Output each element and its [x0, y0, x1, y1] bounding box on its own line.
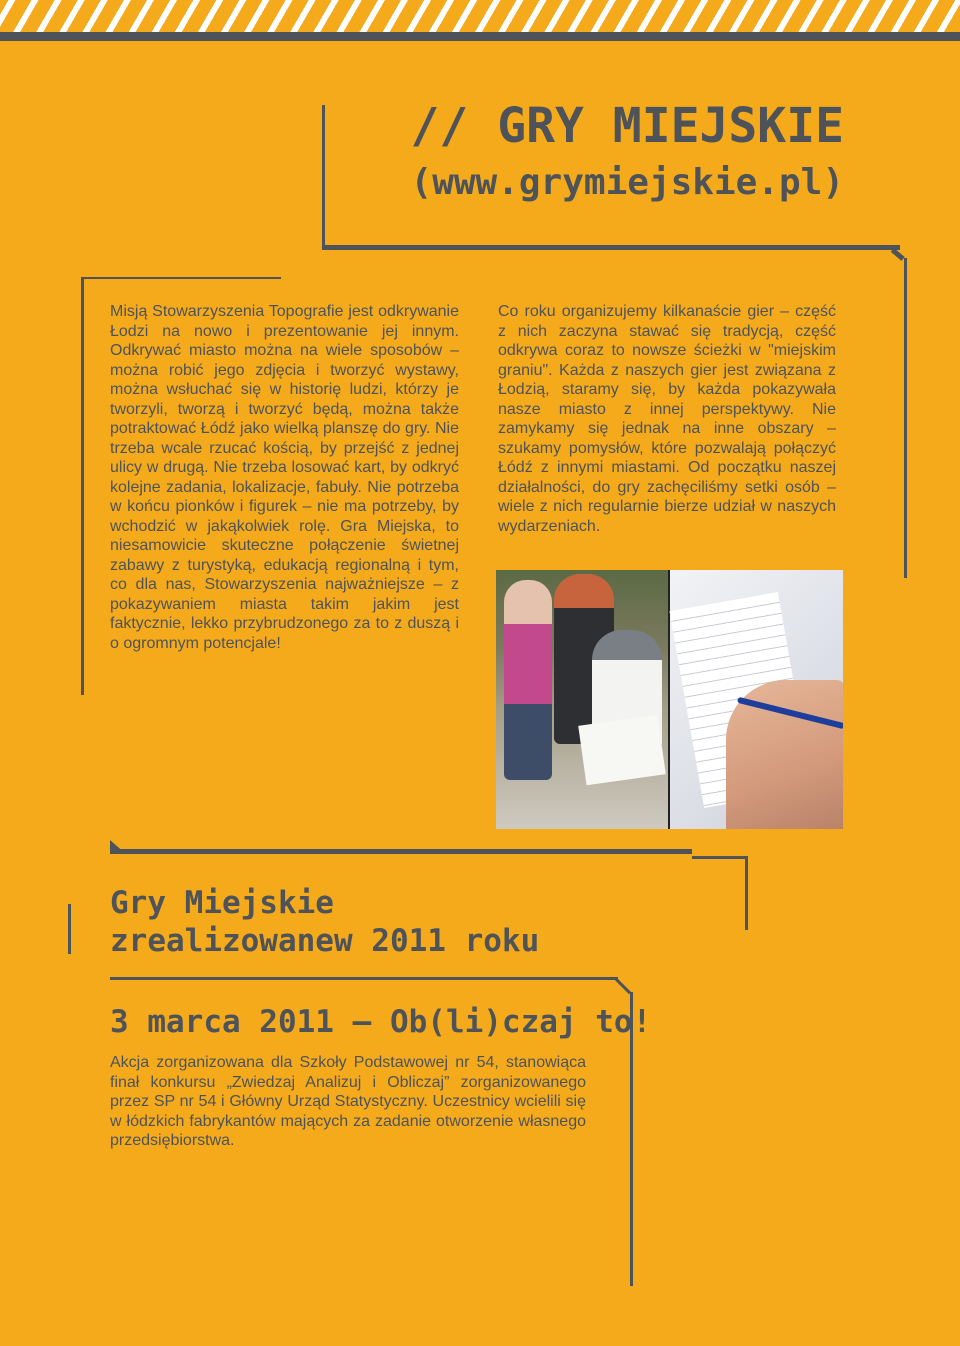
event-photo — [496, 570, 843, 829]
event-description: Akcja zorganizowana dla Szkoły Podstawowej nr 54, stanowiąca finał konkursu „Zwiedzaj Analizuj i Obliczaj” zorganizowanego przez SP nr 54 i Główny Urząd Statystyczny. Uczestnicy wcielili się w łódzkich fabrykantów mających za zadanie otworzenie własnego przedsiębiorstwa. — [110, 1054, 586, 1149]
section-frame-notch — [110, 840, 126, 854]
header-frame-right — [904, 258, 907, 578]
section-title — [110, 884, 539, 960]
page-title: // GRY MIEJSKIE — [410, 98, 844, 154]
event-frame-corner — [615, 978, 631, 994]
intro-right-column: Co roku organizujemy kilkanaście gier – część z nich zaczyna stawać się tradycją, część odkrywa coraz to nowsze ścieżki w "miejskim graniu". Każda z naszych gier jest związana z Łodzią, staramy się, by każda pokazywała nasze miasto z innej perspektywy. Nie zamykamy się jednak na inne obszary – szukamy pomysłów, które pozwalają połączyć Łódź z innymi miastami. Od początku naszej działalności, do gry zachęciliśmy setki osób – wiele z nich regularnie bierze udział w naszych wydarzeniach. — [498, 303, 836, 535]
intro-left-column: Misją Stowarzyszenia Topografie jest odkrywanie Łodzi na nowo i prezentowanie jej innym. Odkrywać miasto można na wiele sposobów – można robić jego zdjęcia i tworzyć wystawy, można wsłuchać się w historię ludzi, którzy je tworzyli, tworzą i tworzyć będą, można także potraktować Łódź jako wielką planszę do gry. Nie trzeba wcale rzucać kością, by przejść z jednej ulicy w drugą. Nie trzeba losować kart, by odkryć kolejne zadania, lokalizacje, fabuły. Nie potrzeba w końcu pionków i figurek – nie ma potrzeby, by wchodzić w jakąkolwiek rolę. Gra Miejska, to niesamowicie skuteczne połączenie świetnej zabawy z turystyką, edukacją regionalną i tym, co dla nas, Stowarzyszenia najważniejsze – z pokazywaniem miasta takim jakim jest faktycznie, lekko przybrudzonego za to z duszą i o ogromnym potencjale! — [110, 303, 459, 652]
header-frame-vertical — [322, 105, 325, 247]
section-frame-top-right — [692, 856, 747, 859]
photo-person-girl — [504, 580, 552, 780]
photo-paper — [578, 715, 666, 786]
section-frame-right — [745, 856, 748, 930]
section-frame-left — [68, 904, 71, 954]
left-frame-vertical — [81, 277, 84, 695]
left-frame-top — [81, 277, 281, 279]
section-frame-top — [110, 849, 692, 854]
photo-participants — [496, 570, 668, 829]
event-title: 3 marca 2011 – Ob(li)czaj to! — [110, 1004, 652, 1040]
top-divider — [0, 32, 960, 41]
section-title-line1: Gry Miejskie — [110, 885, 334, 921]
event-frame-top — [110, 977, 618, 980]
header-frame-bottom — [322, 245, 900, 250]
top-stripe-band — [0, 0, 960, 32]
page-url: (www.grymiejskie.pl) — [410, 162, 844, 203]
section-title-line2: zrealizowanew 2011 roku — [110, 923, 540, 959]
